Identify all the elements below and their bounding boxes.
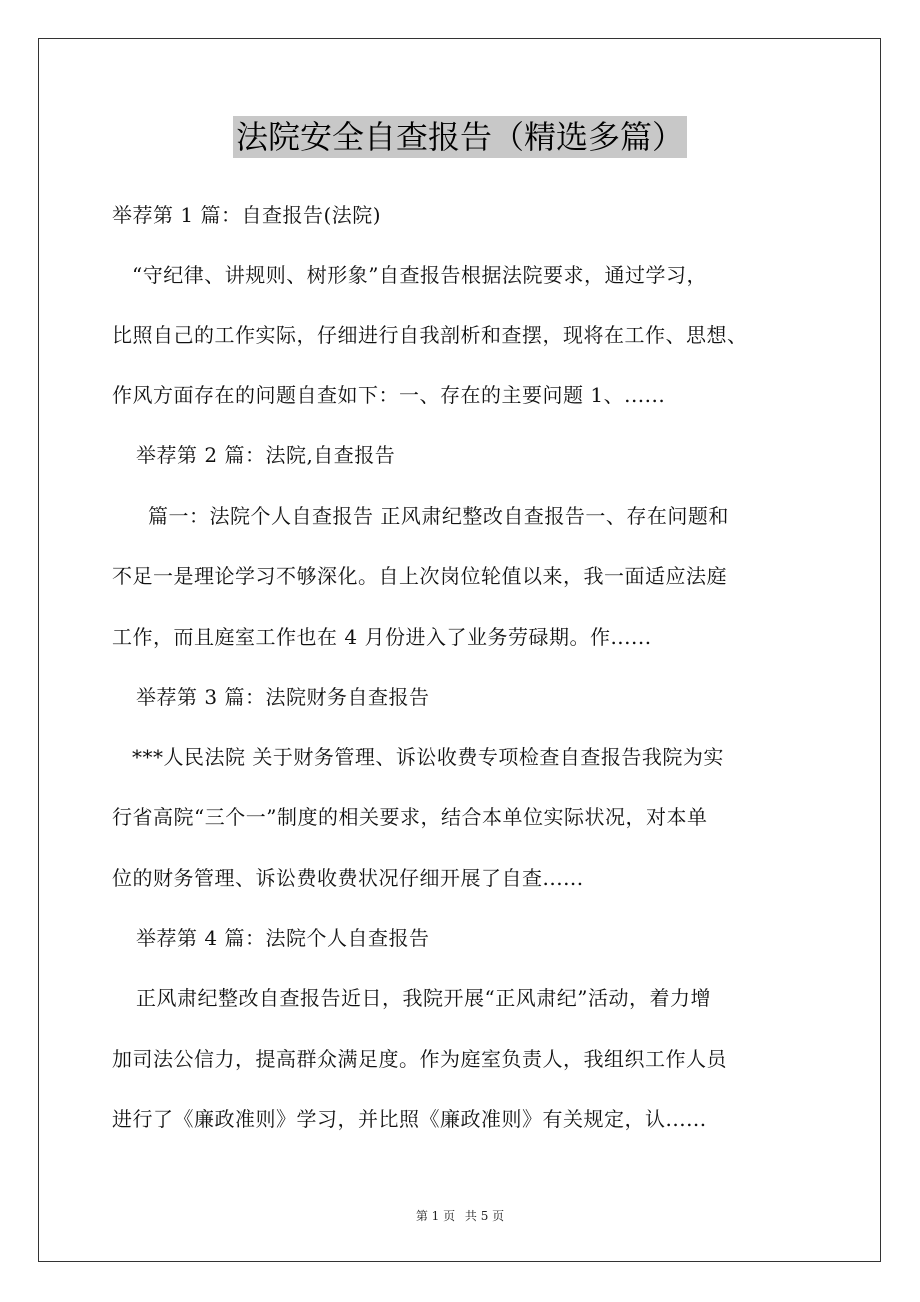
section-heading-3: 举荐第 3 篇：法院财务自查报告	[136, 685, 430, 709]
paragraph-line: 行省高院“三个一”制度的相关要求，结合本单位实际状况，对本单	[112, 805, 708, 829]
section-heading-2: 举荐第 2 篇：法院,自查报告	[136, 443, 396, 467]
paragraph-line: 加司法公信力，提高群众满足度。作为庭室负责人，我组织工作人员	[112, 1047, 727, 1071]
paragraph-line: 比照自己的工作实际，仔细进行自我剖析和查摆，现将在工作、思想、	[112, 323, 748, 347]
section-heading-4: 举荐第 4 篇：法院个人自查报告	[136, 926, 430, 950]
paragraph-line: 篇一：法院个人自查报告 正风肃纪整改自查报告一、存在问题和	[148, 504, 729, 528]
paragraph-line: ***人民法院 关于财务管理、诉讼收费专项检查自查报告我院为实	[132, 745, 724, 769]
page-footer	[0, 1208, 920, 1224]
paragraph-line: “守纪律、讲规则、树形象”自查报告根据法院要求，通过学习，	[132, 263, 707, 287]
page-total: 共 5 页	[464, 1209, 505, 1223]
title-container	[0, 116, 920, 158]
paragraph-line: 正风肃纪整改自查报告近日，我院开展“正风肃纪”活动，着力增	[136, 986, 711, 1010]
document-title: 法院安全自查报告（精选多篇）	[233, 116, 687, 158]
section-heading-1: 举荐第 1 篇：自查报告(法院)	[112, 203, 382, 227]
paragraph-line: 进行了《廉政准则》学习，并比照《廉政准则》有关规定，认......	[112, 1107, 707, 1131]
paragraph-line: 位的财务管理、诉讼费收费状况仔细开展了自查......	[112, 866, 584, 890]
page-number: 第 1 页	[415, 1209, 456, 1223]
paragraph-line: 作风方面存在的问题自查如下：一、存在的主要问题 1、......	[112, 383, 666, 407]
paragraph-line: 不足一是理论学习不够深化。自上次岗位轮值以来，我一面适应法庭	[112, 564, 727, 588]
paragraph-line: 工作，而且庭室工作也在 4 月份进入了业务劳碌期。作......	[112, 625, 652, 649]
